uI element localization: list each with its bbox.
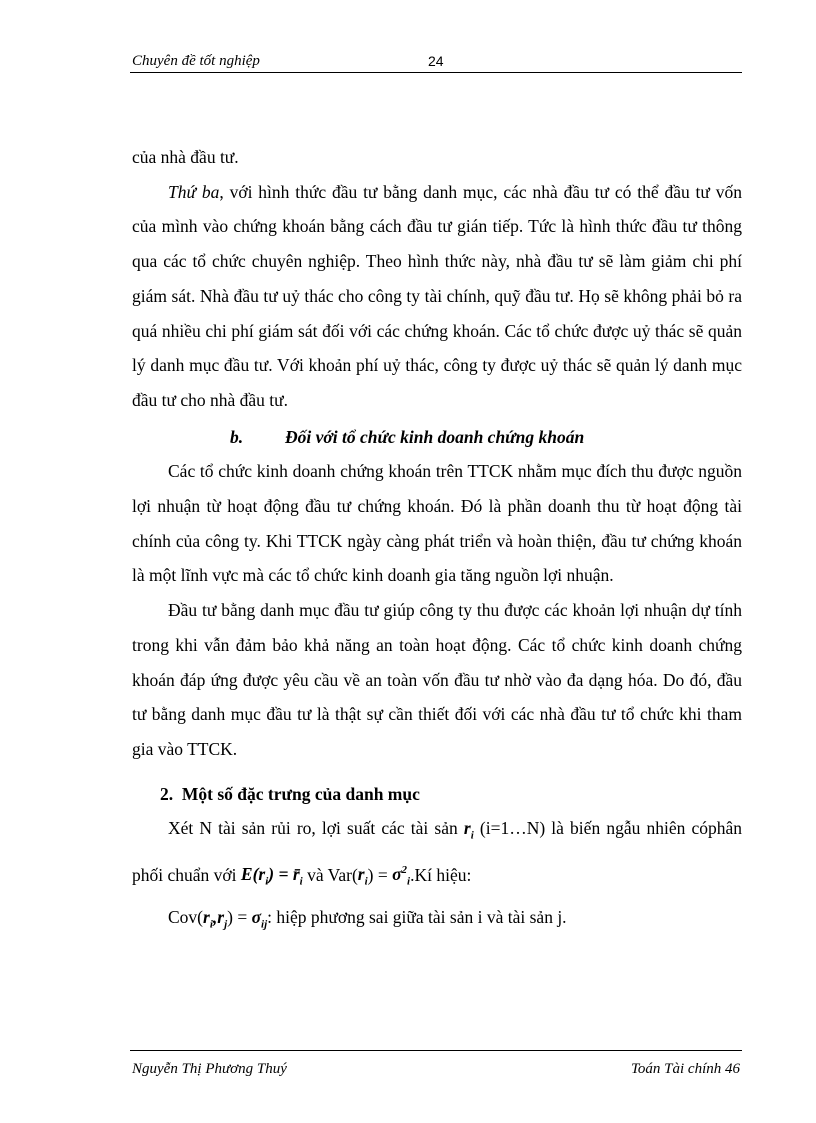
page-number: 24 — [428, 53, 444, 69]
paragraph-text: và Var( — [307, 864, 358, 885]
class-name: Toán Tài chính 46 — [630, 1061, 740, 1077]
math-covariance: $\sigma_{ij}$ — [251, 906, 268, 931]
paragraph-text: (i=1…N) là biến ngẫu nhiên cóphân phối chuẩn với — [132, 818, 743, 885]
subsection-heading: b. Đối với tổ chức kinh doanh chứng khoán — [230, 426, 585, 447]
paragraph: Đầu tư bằng danh mục đầu tư giúp công ty thu được các khoản lợi nhuận dự tính trong khi vẫn đảm bảo khả năng an toàn hoạt động. Các tổ chức kinh doanh chứng khoán đáp ứng được yêu cầu về an toàn vốn đầu tư nhờ vào đa dạng hóa. Do đó, đầu tư bằng danh mục đầu tư là thật sự cần thiết đối với các nhà đầu tư tổ chức khi tham gia vào TTCK. — [132, 600, 742, 759]
subsection-title: Đối với tổ chức kinh doanh chứng khoán — [285, 426, 585, 447]
paragraph-text: Xét N tài sản rủi ro, lợi suất các tài sản — [168, 818, 458, 839]
page-footer — [130, 1050, 742, 1081]
section-heading — [132, 777, 742, 812]
math-ri: $r_i$ — [357, 864, 368, 888]
paragraph: Xét N tài sản rủi ro, lợi suất các tài sản $r_i$ (i=1…N) là biến ngẫu nhiên cóphân phối chuẩn với $E(r_i)$ = $r̄_i$ và $Var(r_i)$ = $\sigma^2_i.Kí$ hiệu: — [132, 818, 743, 888]
paragraph: Các tổ chức kinh doanh chứng khoán trên TTCK nhằm mục đích thu được nguồn lợi nhuận từ hoạt động đầu tư chứng khoán. Đó là phần doanh thu từ hoạt động tài chính của công ty. Khi TTCK ngày càng phát triển và hoàn thiện, đầu tư chứng khoán là một lĩnh vực mà các tổ chức kinh doanh gia tăng nguồn lợi nhuận. — [132, 461, 742, 586]
math-variance: $\sigma^2_i$ — [392, 864, 411, 888]
paragraph — [132, 175, 742, 418]
paragraph-text: , với hình thức đầu tư bằng danh mục, các nhà đầu tư có thể đầu tư vốn của mình vào chứng khoán bằng cách đầu tư gián tiếp. Tức là hình thức đầu tư thông qua các tổ chức chuyên nghiệp. Theo hình thức này, nhà đầu tư sẽ làm giảm chi phí giám sát. Nhà đầu tư uỷ thác cho công ty tài chính, quỹ đầu tư. Họ sẽ không phải bỏ ra quá nhiều chi phí giám sát đối với các chứng khoán. Các tổ chức được uỷ thác sẽ quản lý danh mục đầu tư. Với khoản phí uỷ thác, công ty được uỷ thác sẽ quản lý danh mục đầu tư cho nhà đầu tư. — [132, 181, 742, 410]
math-ri-rj: $r_i,r_j$ — [203, 906, 228, 931]
paragraph-text: .Kí hiệu: — [410, 864, 472, 885]
page-header — [130, 52, 742, 73]
page-body — [132, 140, 742, 942]
paragraph-text: : hiệp phương sai giữa tài sản i và tài sản j. — [267, 906, 567, 927]
document-title: Chuyên đề tốt nghiệp — [132, 53, 260, 69]
emphasis-text: Thứ ba — [168, 181, 220, 202]
paragraph: $Cov(r_i,r_j) = \sigma_{ij}$: hiệp phương sai giữa tài sản i và tài sản j. — [168, 906, 567, 931]
paragraph: của nhà đầu tư. — [132, 147, 239, 167]
paragraph-text: Cov( — [168, 906, 203, 927]
math-expectation: $E(r_i)$ = $r̄_i$ — [240, 864, 303, 888]
math-ri: $r_i$ — [463, 818, 474, 842]
section-title: Một số đặc trưng của danh mục — [181, 783, 420, 804]
section-number: 2. — [160, 783, 174, 804]
author-name: Nguyễn Thị Phương Thuý — [132, 1061, 287, 1077]
